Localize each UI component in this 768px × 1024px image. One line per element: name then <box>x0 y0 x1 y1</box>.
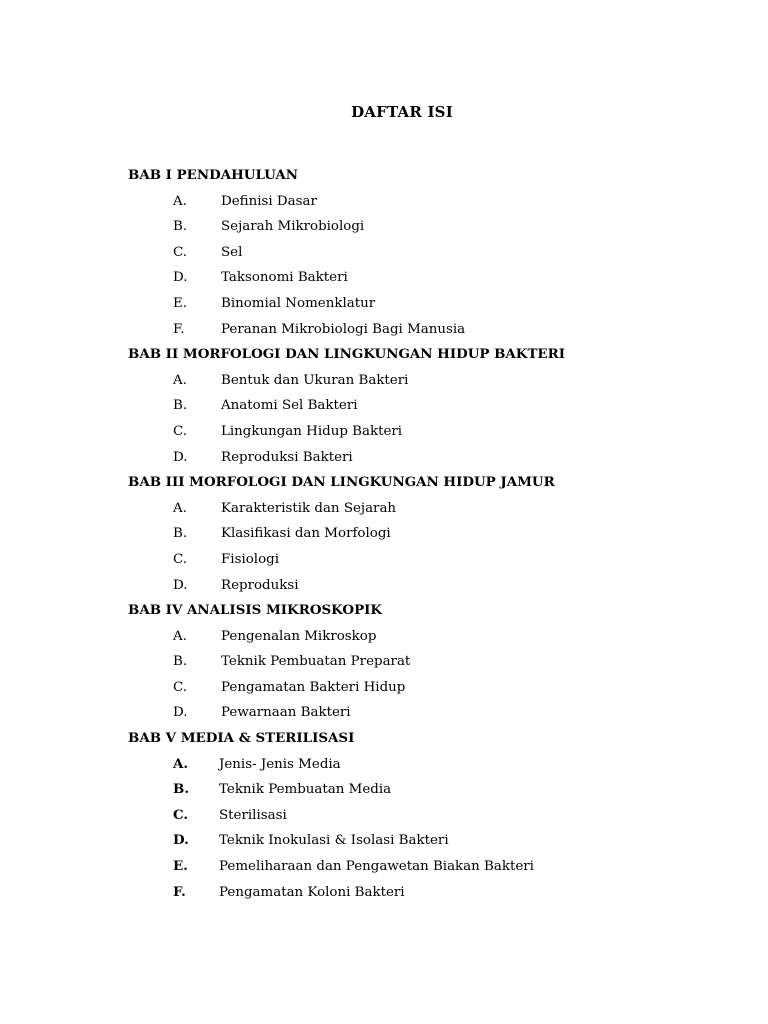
item-letter: C. <box>173 806 189 823</box>
item-text: Teknik Inokulasi & Isolasi Bakteri <box>219 833 449 849</box>
item-letter: A. <box>173 500 187 516</box>
toc-item <box>128 700 688 726</box>
item-letter: D. <box>173 577 188 593</box>
item-letter: B. <box>173 398 188 414</box>
item-text: Pewarnaan Bakteri <box>221 705 351 721</box>
item-text: Bentuk dan Ukuran Bakteri <box>221 372 409 388</box>
table-of-contents <box>128 163 688 905</box>
toc-item <box>128 547 688 573</box>
toc-item <box>128 649 688 675</box>
toc-item <box>128 419 688 445</box>
chapter-title: BAB II MORFOLOGI DAN LINGKUNGAN HIDUP BAKTERI <box>128 346 566 363</box>
item-text: Reproduksi Bakteri <box>221 449 353 465</box>
chapter-3 <box>128 470 688 598</box>
item-letter: C. <box>173 423 188 439</box>
item-text: Lingkungan Hidup Bakteri <box>221 423 403 439</box>
toc-item <box>128 675 688 701</box>
item-letter: F. <box>173 321 185 337</box>
toc-item <box>128 521 688 547</box>
toc-item <box>128 214 688 240</box>
item-text: Sejarah Mikrobiologi <box>221 219 365 235</box>
chapter-4 <box>128 598 688 726</box>
item-text: Pengenalan Mikroskop <box>221 628 377 644</box>
chapter-2 <box>128 342 688 470</box>
chapter-5 <box>128 726 688 905</box>
item-letter: D. <box>173 449 188 465</box>
item-text: Fisiologi <box>221 551 279 567</box>
toc-item <box>128 752 688 778</box>
item-text: Karakteristik dan Sejarah <box>221 500 397 516</box>
item-letter: B. <box>173 526 188 542</box>
toc-item <box>128 854 688 880</box>
item-letter: A. <box>173 628 187 644</box>
chapter-title: BAB IV ANALISIS MIKROSKOPIK <box>128 602 383 619</box>
item-text: Reproduksi <box>221 577 299 593</box>
chapter-title: BAB V MEDIA & STERILISASI <box>128 730 355 747</box>
item-text: Jenis- Jenis Media <box>219 756 341 772</box>
item-letter: A. <box>173 755 189 772</box>
item-text: Pemeliharaan dan Pengawetan Biakan Bakteri <box>219 859 534 875</box>
toc-item <box>128 880 688 906</box>
toc-item <box>128 445 688 471</box>
item-letter: B. <box>173 219 188 235</box>
item-letter: B. <box>173 781 189 798</box>
item-text: Pengamatan Koloni Bakteri <box>219 884 405 900</box>
toc-item <box>128 777 688 803</box>
toc-item <box>128 828 688 854</box>
toc-item <box>128 291 688 317</box>
toc-item <box>128 393 688 419</box>
item-letter: C. <box>173 679 188 695</box>
toc-item <box>128 240 688 266</box>
chapter-title: BAB III MORFOLOGI DAN LINGKUNGAN HIDUP JAMUR <box>128 474 555 491</box>
item-text: Pengamatan Bakteri Hidup <box>221 679 406 695</box>
item-text: Binomial Nomenklatur <box>221 295 376 311</box>
item-letter: E. <box>173 295 188 311</box>
item-letter: A. <box>173 193 187 209</box>
item-text: Teknik Pembuatan Media <box>219 782 392 798</box>
item-letter: E. <box>173 858 188 875</box>
item-letter: A. <box>173 372 187 388</box>
toc-item <box>128 496 688 522</box>
item-text: Definisi Dasar <box>221 193 317 209</box>
toc-item <box>128 803 688 829</box>
toc-item <box>128 265 688 291</box>
item-letter: F. <box>173 883 186 900</box>
item-text: Anatomi Sel Bakteri <box>221 398 358 414</box>
toc-item <box>128 573 688 599</box>
item-letter: B. <box>173 654 188 670</box>
toc-item <box>128 624 688 650</box>
item-text: Peranan Mikrobiologi Bagi Manusia <box>221 321 466 337</box>
toc-item <box>128 368 688 394</box>
toc-item <box>128 317 688 343</box>
page-title: DAFTAR ISI <box>351 103 453 121</box>
item-text: Sterilisasi <box>219 807 287 823</box>
item-letter: C. <box>173 244 188 260</box>
item-text: Teknik Pembuatan Preparat <box>221 654 411 670</box>
item-letter: C. <box>173 551 188 567</box>
chapter-title: BAB I PENDAHULUAN <box>128 167 299 183</box>
chapter-1 <box>128 163 688 342</box>
toc-item <box>128 189 688 215</box>
item-text: Sel <box>221 244 243 260</box>
item-text: Taksonomi Bakteri <box>221 270 348 286</box>
item-letter: D. <box>173 270 188 286</box>
item-letter: D. <box>173 705 188 721</box>
item-text: Klasifikasi dan Morfologi <box>221 526 391 542</box>
item-letter: D. <box>173 832 189 849</box>
